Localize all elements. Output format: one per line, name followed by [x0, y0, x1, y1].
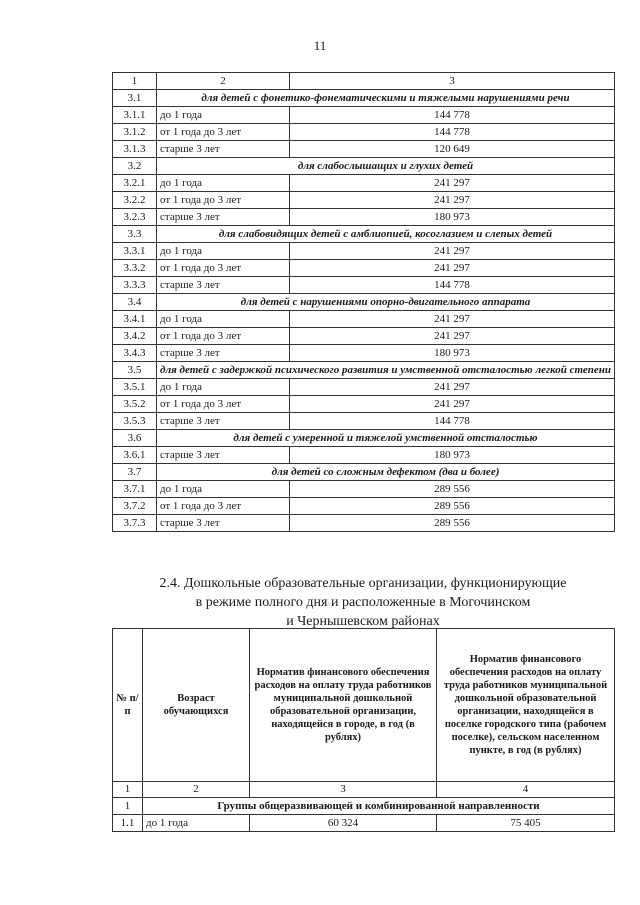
age-group: от 1 года до 3 лет — [157, 124, 290, 141]
table-row — [113, 124, 615, 141]
category-number: 3.7 — [113, 464, 157, 481]
category-label: для детей с задержкой психического развития и умственной отсталостью легкой степени — [157, 362, 615, 379]
section-title-line: в режиме полного дня и расположенные в Могочинском — [195, 595, 531, 610]
category-row — [113, 294, 615, 311]
row-number: 3.4.2 — [113, 328, 157, 345]
norm-value: 144 778 — [290, 124, 615, 141]
row-number: 3.7.1 — [113, 481, 157, 498]
section-title-line: 2.4. Дошкольные образовательные организации, функционирующие — [159, 576, 567, 591]
index-cell: 3 — [250, 782, 437, 798]
table-header-row — [113, 629, 615, 782]
column-header-age: Возраст обучающихся — [143, 629, 250, 782]
group-label: Группы общеразвивающей и комбинированной направленности — [143, 798, 615, 815]
age-group: от 1 года до 3 лет — [157, 498, 290, 515]
category-row — [113, 90, 615, 107]
norm-value: 144 778 — [290, 277, 615, 294]
age-group: старше 3 лет — [157, 447, 290, 464]
row-number: 3.5.3 — [113, 413, 157, 430]
age-group: до 1 года — [143, 815, 250, 832]
row-number: 3.2.3 — [113, 209, 157, 226]
norm-value: 144 778 — [290, 107, 615, 124]
age-group: старше 3 лет — [157, 413, 290, 430]
category-label: для детей с фонетико-фонематическими и тяжелыми нарушениями речи — [157, 90, 615, 107]
index-cell: 4 — [437, 782, 615, 798]
row-number: 3.2.1 — [113, 175, 157, 192]
norm-value: 241 297 — [290, 396, 615, 413]
age-group: до 1 года — [157, 107, 290, 124]
age-group: старше 3 лет — [157, 345, 290, 362]
category-row — [113, 464, 615, 481]
norm-value: 289 556 — [290, 498, 615, 515]
age-group: до 1 года — [157, 175, 290, 192]
norm-value: 120 649 — [290, 141, 615, 158]
table-row — [113, 345, 615, 362]
category-label: для детей с нарушениями опорно-двигательного аппарата — [157, 294, 615, 311]
funding-table-continued — [112, 72, 615, 532]
category-label: для слабослышащих и глухих детей — [157, 158, 615, 175]
row-number: 3.3.3 — [113, 277, 157, 294]
age-group: от 1 года до 3 лет — [157, 192, 290, 209]
row-number: 3.4.1 — [113, 311, 157, 328]
category-number: 3.6 — [113, 430, 157, 447]
table-row — [113, 328, 615, 345]
index-cell: 1 — [113, 782, 143, 798]
norm-value: 241 297 — [290, 311, 615, 328]
norm-value: 180 973 — [290, 447, 615, 464]
norm-value: 289 556 — [290, 481, 615, 498]
table-row — [113, 107, 615, 124]
table-row — [113, 260, 615, 277]
rural-value: 75 405 — [437, 815, 615, 832]
table-row — [113, 447, 615, 464]
page-number: 11 — [313, 38, 327, 53]
category-number: 3.4 — [113, 294, 157, 311]
norm-value: 289 556 — [290, 515, 615, 532]
category-number: 3.3 — [113, 226, 157, 243]
row-number: 3.3.1 — [113, 243, 157, 260]
table-row — [113, 815, 615, 832]
row-number: 3.1.2 — [113, 124, 157, 141]
category-row — [113, 362, 615, 379]
norm-value: 180 973 — [290, 209, 615, 226]
row-number: 3.3.2 — [113, 260, 157, 277]
section-title — [112, 574, 614, 631]
norm-value: 241 297 — [290, 328, 615, 345]
header-cell: 3 — [290, 73, 615, 90]
group-row — [113, 798, 615, 815]
category-number: 3.2 — [113, 158, 157, 175]
group-number: 1 — [113, 798, 143, 815]
age-group: до 1 года — [157, 311, 290, 328]
age-group: до 1 года — [157, 243, 290, 260]
table-row — [113, 413, 615, 430]
column-header-rural-norm: Норматив финансового обеспечения расходов на оплату труда работников муниципальной дошкольной образовательной организации, находящейся в поселке городского типа (рабочем поселке), сельском населенном пункте, в год (в рублях) — [437, 629, 615, 782]
category-row — [113, 430, 615, 447]
table-row — [113, 379, 615, 396]
row-number: 3.5.2 — [113, 396, 157, 413]
row-number: 3.7.2 — [113, 498, 157, 515]
category-label: для детей со сложным дефектом (два и более) — [157, 464, 615, 481]
age-group: до 1 года — [157, 481, 290, 498]
category-row — [113, 158, 615, 175]
row-number: 3.1.1 — [113, 107, 157, 124]
index-cell: 2 — [143, 782, 250, 798]
category-number: 3.5 — [113, 362, 157, 379]
category-row — [113, 226, 615, 243]
age-group: старше 3 лет — [157, 277, 290, 294]
row-number: 3.4.3 — [113, 345, 157, 362]
funding-table-section-2-4 — [112, 628, 615, 832]
norm-value: 241 297 — [290, 243, 615, 260]
age-group: от 1 года до 3 лет — [157, 260, 290, 277]
category-label: для детей с умеренной и тяжелой умственной отсталостью — [157, 430, 615, 447]
norm-value: 144 778 — [290, 413, 615, 430]
section-title-line: и Чернышевском районах — [286, 614, 440, 629]
norm-value: 241 297 — [290, 379, 615, 396]
row-number: 1.1 — [113, 815, 143, 832]
table-row — [113, 192, 615, 209]
age-group: старше 3 лет — [157, 209, 290, 226]
norm-value: 241 297 — [290, 192, 615, 209]
age-group: старше 3 лет — [157, 515, 290, 532]
age-group: от 1 года до 3 лет — [157, 328, 290, 345]
header-cell: 1 — [113, 73, 157, 90]
table-row — [113, 498, 615, 515]
row-number: 3.1.3 — [113, 141, 157, 158]
table-row — [113, 481, 615, 498]
city-value: 60 324 — [250, 815, 437, 832]
table-row — [113, 515, 615, 532]
norm-value: 241 297 — [290, 260, 615, 277]
age-group: старше 3 лет — [157, 141, 290, 158]
age-group: до 1 года — [157, 379, 290, 396]
header-cell: 2 — [157, 73, 290, 90]
column-header-number: № п/п — [113, 629, 143, 782]
table-row — [113, 277, 615, 294]
column-index-row — [113, 782, 615, 798]
column-header-city-norm: Норматив финансового обеспечения расходов на оплату труда работников муниципальной дошкольной образовательной организации, находящейся в городе, в год (в рублях) — [250, 629, 437, 782]
table-header-row — [113, 73, 615, 90]
norm-value: 180 973 — [290, 345, 615, 362]
row-number: 3.5.1 — [113, 379, 157, 396]
table-row — [113, 396, 615, 413]
norm-value: 241 297 — [290, 175, 615, 192]
table-row — [113, 175, 615, 192]
row-number: 3.7.3 — [113, 515, 157, 532]
category-number: 3.1 — [113, 90, 157, 107]
table-row — [113, 243, 615, 260]
row-number: 3.6.1 — [113, 447, 157, 464]
age-group: от 1 года до 3 лет — [157, 396, 290, 413]
table-row — [113, 209, 615, 226]
category-label: для слабовидящих детей с амблиопией, косоглазием и слепых детей — [157, 226, 615, 243]
row-number: 3.2.2 — [113, 192, 157, 209]
table-row — [113, 311, 615, 328]
table-row — [113, 141, 615, 158]
